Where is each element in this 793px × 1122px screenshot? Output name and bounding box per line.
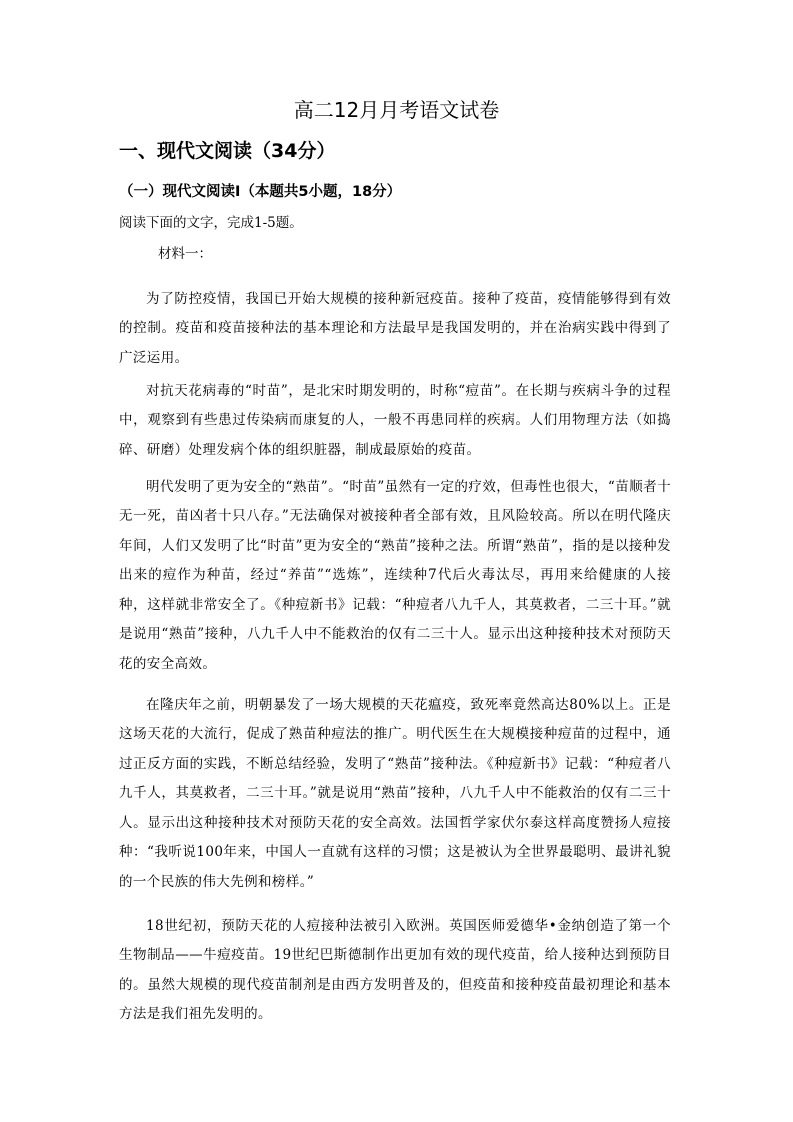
- page-title: 高二12月月考语文试卷: [293, 98, 500, 122]
- paragraph: 明代发明了更为安全的“熟苗”。“时苗”虽然有一定的疗效，但毒性也很大，“苗顺者十无一死，苗凶者十只八存。”无法确保对被接种者全部有效，且风险较高。所以在明代隆庆年间，人们又发明了比“时苗”更为安全的“熟苗”接种之法。所谓“熟苗”，指的是以接种发出来的痘作为种苗，经过“养苗”“选炼”，连续种7代后火毒汰尽，再用来给健康的人接种，这样就非常安全了。《种痘新书》记载：“种痘者八九千人，其莫救者，二三十耳。”就是说用“熟苗”接种，八九千人中不能救治的仅有二三十人。显示出这种接种技术对预防天花的安全高效。: [119, 478, 671, 672]
- material-label: 材料一：: [158, 246, 212, 262]
- paragraph: 对抗天花病毒的“时苗”，是北宋时期发明的，时称“痘苗”。在长期与疾病斗争的过程中，观察到有些患过传染病而康复的人，一般不再患同样的疾病。人们用物理方法（如捣碎、研磨）处理发病个体的组织脏器，制成最原始的疫苗。: [119, 382, 671, 458]
- instruction-text: 阅读下面的文字，完成1-5题。: [119, 215, 303, 231]
- paragraph: 为了防控疫情，我国已开始大规模的接种新冠疫苗。接种了疫苗，疫情能够得到有效的控制。疫苗和疫苗接种法的基本理论和方法最早是我国发明的，并在治病实践中得到了广泛运用。: [119, 290, 671, 366]
- sub-heading: （一）现代文阅读Ⅰ（本题共5小题，18分）: [119, 184, 402, 200]
- section-heading: 一、现代文阅读（34分）: [119, 140, 336, 162]
- paragraph: 在隆庆年之前，明朝暴发了一场大规模的天花瘟疫，致死率竟然高达80%以上。正是这场天花的大流行，促成了熟苗种痘法的推广。明代医生在大规模接种痘苗的过程中，通过正反方面的实践，不断总结经验，发明了“熟苗”接种法。《种痘新书》记载：“种痘者八九千人，其莫救者，二三十耳。”就是说用“熟苗”接种，八九千人中不能救治的仅有二三十人。显示出这种接种技术对预防天花的安全高效。法国哲学家伏尔泰这样高度赞扬人痘接种：“我听说100年来，中国人一直就有这样的习惯；这是被认为全世界最聪明、最讲礼貌的一个民族的伟大先例和榜样。”: [119, 696, 671, 890]
- paragraph: 18世纪初，预防天花的人痘接种法被引入欧洲。英国医师爱德华•金纳创造了第一个生物制品——牛痘疫苗。19世纪巴斯德制作出更加有效的现代疫苗，给人接种达到预防目的。虽然大规模的现代疫苗制剂是由西方发明普及的，但疫苗和接种疫苗最初理论和基本方法是我们祖先发明的。: [119, 917, 671, 1022]
